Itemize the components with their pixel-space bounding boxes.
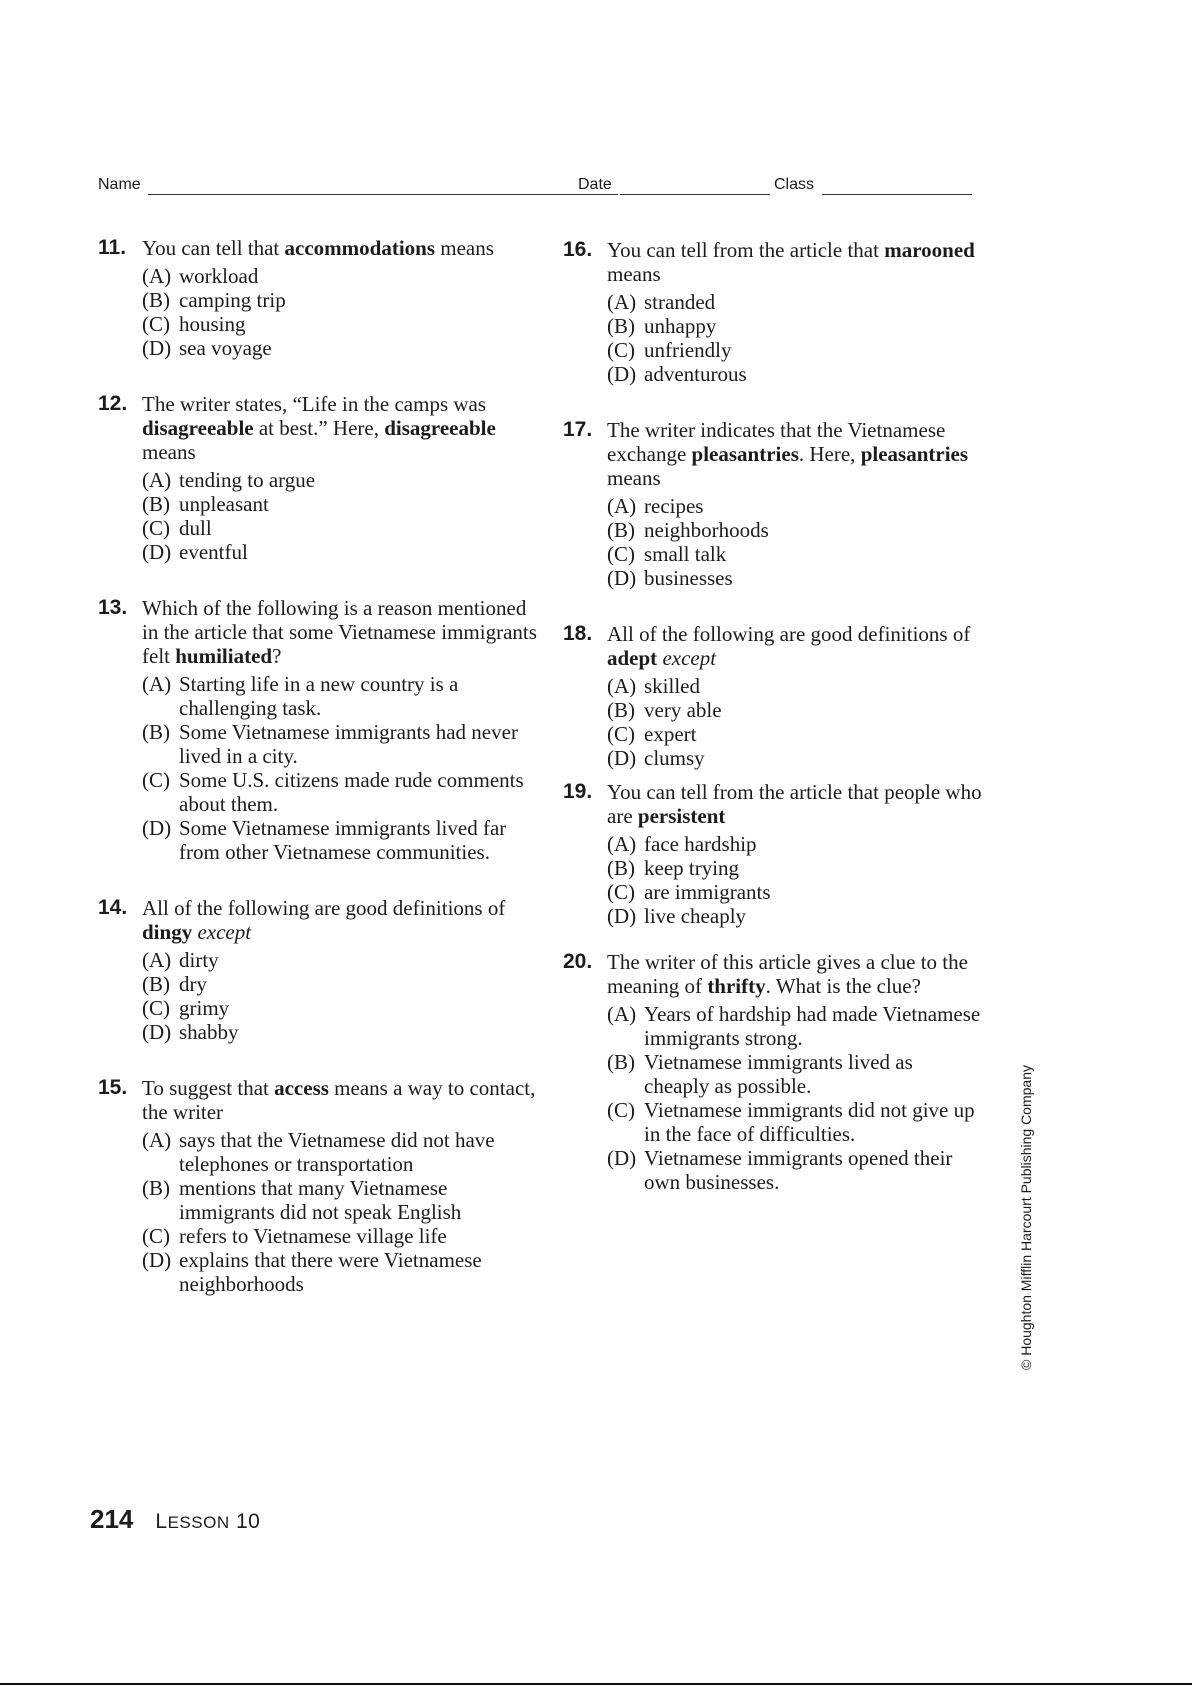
answer-option: [607, 722, 983, 746]
question-stem: [607, 418, 983, 490]
option-text: recipes: [644, 494, 704, 518]
option-letter: (A): [607, 1002, 637, 1026]
option-text: face hardship: [644, 832, 757, 856]
question-stem: [607, 622, 983, 670]
option-letter: (C): [607, 880, 635, 904]
option-text: dry: [179, 972, 207, 996]
question-item: [563, 238, 983, 386]
date-label: Date: [578, 176, 612, 193]
stem-text: means: [607, 262, 661, 286]
question-stem: [142, 596, 538, 668]
question-item: [563, 780, 983, 928]
question-stem: [142, 236, 538, 260]
vocab-word: adept: [607, 646, 658, 670]
vocab-word: thrifty: [707, 974, 766, 998]
answer-option: [607, 698, 983, 722]
option-text: mentions that many Vietnamese immigrants did not speak English: [179, 1176, 462, 1224]
stem-text: at best.” Here,: [253, 416, 385, 440]
answer-option: [142, 996, 538, 1020]
name-field-line: [148, 194, 618, 195]
option-text: dull: [179, 516, 212, 540]
option-text: workload: [179, 264, 259, 288]
question-number: 18.: [563, 622, 593, 645]
answer-option: [142, 492, 538, 516]
option-letter: (D): [607, 746, 637, 770]
page-footer: [90, 1504, 260, 1535]
question-item: [98, 896, 538, 1044]
answer-option: [142, 1224, 538, 1248]
answer-option: [142, 816, 538, 864]
stem-text: means a way to contact, the writer: [142, 1076, 536, 1124]
option-text: Vietnamese immigrants lived as cheaply as possible.: [644, 1050, 913, 1098]
option-letter: (D): [607, 362, 637, 386]
stem-text: means: [435, 236, 494, 260]
answer-option: [607, 856, 983, 880]
option-letter: (B): [142, 288, 170, 312]
option-letter: (B): [607, 1050, 635, 1074]
answer-options: [142, 948, 538, 1044]
option-text: clumsy: [644, 746, 705, 770]
answer-option: [607, 746, 983, 770]
stem-text: . Here,: [798, 442, 861, 466]
question-item: [563, 622, 983, 770]
answer-options: [607, 494, 983, 590]
answer-option: [607, 542, 983, 566]
answer-option: [142, 972, 538, 996]
answer-option: [607, 1098, 983, 1146]
option-letter: (D): [142, 1020, 172, 1044]
stem-text: Which of the following is a reason mentioned in the article that some Vietnamese immigrants felt: [142, 596, 537, 668]
stem-text: You can tell that: [142, 236, 285, 260]
answer-option: [607, 290, 983, 314]
answer-option: [142, 768, 538, 816]
stem-text: All of the following are good definitions of: [142, 896, 506, 920]
copyright-notice: © Houghton Mifflin Harcourt Publishing Company: [1018, 1065, 1034, 1370]
question-item: [563, 418, 983, 590]
date-field-line: [620, 194, 770, 195]
option-text: refers to Vietnamese village life: [179, 1224, 447, 1248]
answer-option: [607, 832, 983, 856]
vocab-word: dingy: [142, 920, 193, 944]
vocab-word: persistent: [637, 804, 726, 828]
stem-text: means: [607, 466, 661, 490]
option-letter: (A): [142, 468, 172, 492]
question-stem: [607, 780, 983, 828]
option-letter: (B): [142, 972, 170, 996]
option-text: eventful: [179, 540, 248, 564]
answer-options: [142, 468, 538, 564]
answer-option: [607, 1050, 983, 1098]
option-text: Some U.S. citizens made rude comments about them.: [179, 768, 524, 816]
vocab-word: disagreeable: [384, 416, 496, 440]
answer-option: [607, 518, 983, 542]
question-number: 19.: [563, 780, 593, 803]
option-letter: (D): [142, 1248, 172, 1272]
option-letter: (B): [607, 698, 635, 722]
option-letter: (A): [607, 494, 637, 518]
option-text: Years of hardship had made Vietnamese immigrants strong.: [644, 1002, 981, 1050]
option-text: Starting life in a new country is a challenging task.: [179, 672, 459, 720]
answer-option: [142, 336, 538, 360]
stem-text: ?: [272, 644, 282, 668]
stem-text: All of the following are good definitions of: [607, 622, 971, 646]
option-letter: (C): [142, 312, 170, 336]
question-stem: [607, 950, 983, 998]
question-number: 20.: [563, 950, 593, 973]
question-item: [563, 950, 983, 1194]
question-stem: [142, 1076, 538, 1124]
option-letter: (C): [607, 338, 635, 362]
answer-option: [607, 1002, 983, 1050]
stem-text: except: [192, 920, 252, 944]
option-text: grimy: [179, 996, 230, 1020]
option-letter: (B): [607, 518, 635, 542]
answer-options: [607, 832, 983, 928]
answer-option: [142, 1248, 538, 1296]
answer-option: [607, 494, 983, 518]
option-text: explains that there were Vietnamese neighborhoods: [179, 1248, 482, 1296]
question-number: 14.: [98, 896, 128, 919]
answer-option: [142, 264, 538, 288]
option-letter: (C): [142, 996, 170, 1020]
answer-option: [142, 288, 538, 312]
option-text: small talk: [644, 542, 727, 566]
option-text: unfriendly: [644, 338, 732, 362]
class-field-line: [822, 194, 972, 195]
answer-options: [607, 1002, 983, 1194]
question-number: 17.: [563, 418, 593, 441]
answer-option: [142, 1020, 538, 1044]
answer-option: [607, 904, 983, 928]
stem-text: The writer states, “Life in the camps was: [142, 392, 487, 416]
option-letter: (A): [142, 948, 172, 972]
option-text: adventurous: [644, 362, 747, 386]
stem-text: means: [142, 440, 196, 464]
answer-option: [142, 1176, 538, 1224]
question-item: [98, 392, 538, 564]
vocab-word: pleasantries: [691, 442, 799, 466]
vocab-word: humiliated: [175, 644, 273, 668]
option-text: unhappy: [644, 314, 717, 338]
lesson-label: LESSON 10: [155, 1510, 261, 1533]
option-text: unpleasant: [179, 492, 269, 516]
option-letter: (B): [142, 1176, 170, 1200]
answer-option: [142, 516, 538, 540]
answer-options: [607, 674, 983, 770]
option-letter: (A): [607, 290, 637, 314]
option-letter: (D): [607, 1146, 637, 1170]
option-letter: (C): [142, 768, 170, 792]
answer-option: [142, 468, 538, 492]
option-text: Vietnamese immigrants did not give up in the face of difficulties.: [644, 1098, 975, 1146]
vocab-word: marooned: [884, 238, 975, 262]
question-number: 12.: [98, 392, 128, 415]
answer-option: [142, 540, 538, 564]
question-number: 16.: [563, 238, 593, 261]
answer-option: [142, 720, 538, 768]
option-letter: (D): [142, 816, 172, 840]
question-number: 11.: [98, 236, 127, 259]
stem-text: You can tell from the article that: [607, 238, 885, 262]
answer-options: [142, 1128, 538, 1296]
question-number: 13.: [98, 596, 128, 619]
stem-text: You can tell from the article that people who are: [607, 780, 982, 828]
option-letter: (A): [142, 672, 172, 696]
answer-option: [142, 312, 538, 336]
stem-text: . What is the clue?: [765, 974, 921, 998]
stem-text: The writer indicates that the Vietnamese exchange: [607, 418, 946, 466]
answer-option: [607, 880, 983, 904]
option-letter: (A): [607, 832, 637, 856]
left-question-column: [98, 236, 538, 1296]
answer-option: [607, 566, 983, 590]
vocab-word: access: [274, 1076, 329, 1100]
option-text: businesses: [644, 566, 733, 590]
option-text: keep trying: [644, 856, 740, 880]
page-header: [98, 176, 978, 200]
right-question-column: [563, 238, 983, 1194]
answer-option: [142, 948, 538, 972]
option-text: housing: [179, 312, 246, 336]
option-text: Some Vietnamese immigrants had never lived in a city.: [179, 720, 518, 768]
option-letter: (A): [607, 674, 637, 698]
option-letter: (B): [142, 492, 170, 516]
stem-text: The writer of this article gives a clue to the meaning of: [607, 950, 968, 998]
option-text: shabby: [179, 1020, 239, 1044]
stem-text: To suggest that: [142, 1076, 275, 1100]
answer-option: [142, 672, 538, 720]
vocab-word: disagreeable: [142, 416, 254, 440]
option-letter: (D): [607, 566, 637, 590]
option-text: live cheaply: [644, 904, 747, 928]
answer-options: [607, 290, 983, 386]
question-item: [98, 1076, 538, 1296]
option-letter: (A): [142, 1128, 172, 1152]
answer-option: [607, 674, 983, 698]
option-text: expert: [644, 722, 697, 746]
option-letter: (C): [142, 516, 170, 540]
question-stem: [142, 896, 538, 944]
question-stem: [142, 392, 538, 464]
name-label: Name: [98, 176, 141, 193]
question-number: 15.: [98, 1076, 128, 1099]
question-stem: [607, 238, 983, 286]
question-item: [98, 236, 538, 360]
answer-options: [142, 264, 538, 360]
page-number: 214: [90, 1504, 134, 1534]
option-letter: (B): [607, 314, 635, 338]
option-text: are immigrants: [644, 880, 771, 904]
option-text: very able: [644, 698, 722, 722]
option-letter: (D): [142, 336, 172, 360]
option-text: neighborhoods: [644, 518, 769, 542]
answer-option: [607, 314, 983, 338]
option-letter: (B): [607, 856, 635, 880]
option-letter: (D): [607, 904, 637, 928]
option-letter: (D): [142, 540, 172, 564]
answer-option: [607, 338, 983, 362]
option-letter: (C): [142, 1224, 170, 1248]
option-text: camping trip: [179, 288, 286, 312]
option-letter: (B): [142, 720, 170, 744]
vocab-word: accommodations: [284, 236, 436, 260]
option-letter: (C): [607, 722, 635, 746]
vocab-word: pleasantries: [860, 442, 969, 466]
option-letter: (A): [142, 264, 172, 288]
option-letter: (C): [607, 542, 635, 566]
answer-options: [142, 672, 538, 864]
option-text: stranded: [644, 290, 716, 314]
class-label: Class: [774, 176, 815, 193]
option-text: sea voyage: [179, 336, 272, 360]
stem-text: except: [657, 646, 717, 670]
option-text: skilled: [644, 674, 700, 698]
question-item: [98, 596, 538, 864]
answer-option: [607, 362, 983, 386]
answer-option: [607, 1146, 983, 1194]
option-text: Some Vietnamese immigrants lived far from other Vietnamese communities.: [179, 816, 507, 864]
answer-option: [142, 1128, 538, 1176]
option-text: says that the Vietnamese did not have telephones or transportation: [179, 1128, 495, 1176]
option-text: tending to argue: [179, 468, 316, 492]
option-text: dirty: [179, 948, 219, 972]
option-text: Vietnamese immigrants opened their own businesses.: [644, 1146, 953, 1194]
option-letter: (C): [607, 1098, 635, 1122]
